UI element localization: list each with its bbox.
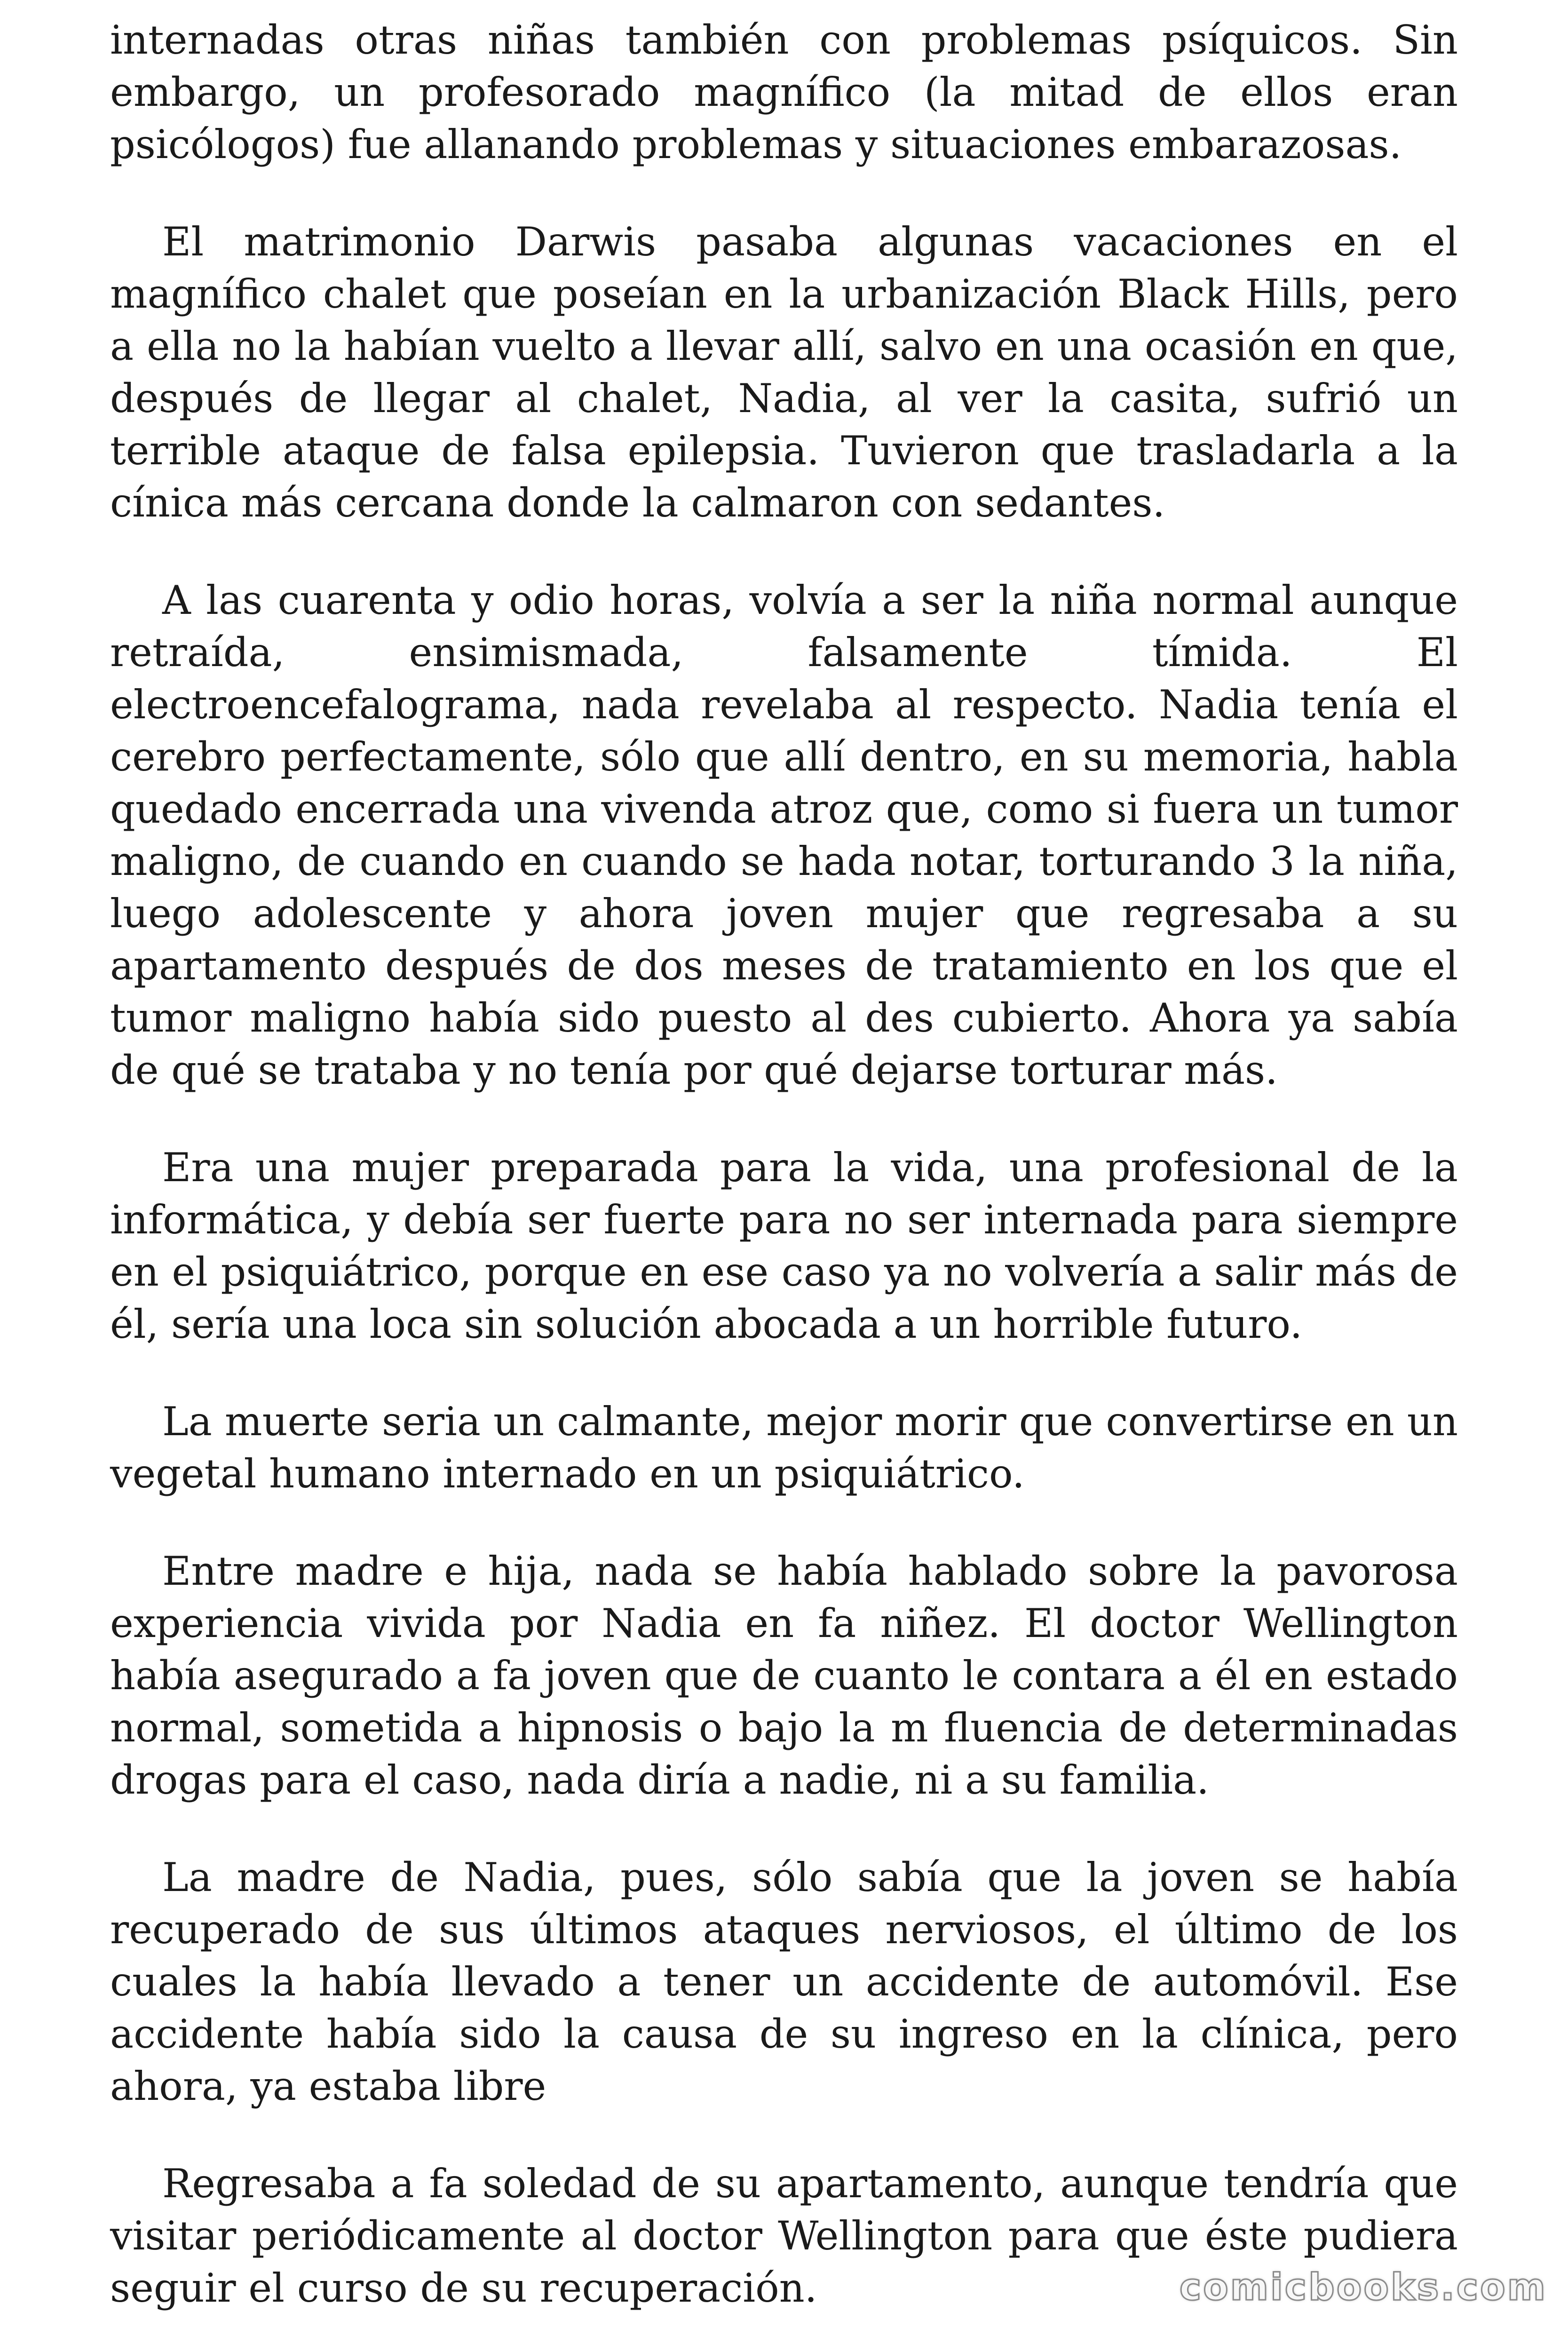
paragraph-4: Era una mujer preparada para la vida, una profesional de la informática, y debía ser fuerte para no ser internada para siempre en el psiquiátrico, porque en ese caso ya no volvería a salir más de él, sería una loca sin solución abocada a un horrible futuro. <box>110 1144 1458 1347</box>
paragraph-1: internadas otras niñas también con problemas psíquicos. Sin embargo, un profesorado magnífico (la mitad de ellos eran psicólogos) fue allanando problemas y situaciones embarazosas. <box>110 17 1458 167</box>
paragraph-3: A las cuarenta y odio horas, volvía a ser la niña normal aunque retraída, ensimismada, falsamente tímida. El electroencefalograma, nada revelaba al respecto. Nadia tenía el cerebro perfectamente, sólo que allí dentro, en su memoria, habla quedado encerrada una vivenda atroz que, como si fuera un tumor maligno, de cuando en cuando se hada notar, torturando 3 la niña, luego adolescente y ahora joven mujer que regresaba a su apartamento después de dos meses de tratamiento en los que el tumor maligno había sido puesto al des cubierto. Ahora ya sabía de qué se trataba y no tenía por qué dejarse torturar más. <box>110 577 1458 1093</box>
paragraph-8: Regresaba a fa soledad de su apartamento, aunque tendría que visitar periódicamente al doctor Wellington para que éste pudiera seguir el curso de su recuperación. <box>110 2161 1458 2311</box>
paragraph-2: El matrimonio Darwis pasaba algunas vacaciones en el magnífico chalet que poseían en la urbanización Black Hills, pero a ella no la habían vuelto a llevar allí, salvo en una ocasión en que, después de llegar al chalet, Nadia, al ver la casita, sufrió un terrible ataque de falsa epilepsia. Tuvieron que trasladarla a la cínica más cercana donde la calmaron con sedantes. <box>110 219 1458 526</box>
body-text <box>110 14 1458 2352</box>
watermark: comicbooks.com <box>1179 2266 1547 2309</box>
paragraph-7: La madre de Nadia, pues, sólo sabía que la joven se había recuperado de sus últimos ataques nerviosos, el último de los cuales la había llevado a tener un accidente de automóvil. Ese accidente había sido la causa de su ingreso en la clínica, pero ahora, ya estaba libre <box>110 1854 1458 2109</box>
paragraph-5: La muerte seria un calmante, mejor morir que convertirse en un vegetal humano internado en un psiquiátrico. <box>110 1398 1458 1497</box>
paragraph-6: Entre madre e hija, nada se había hablado sobre la pavorosa experiencia vivida por Nadia en fa niñez. El doctor Wellington había asegurado a fa joven que de cuanto le contara a él en estado normal, sometida a hipnosis o bajo la m fluencia de determinadas drogas para el caso, nada diría a nadie, ni a su familia. <box>110 1548 1458 1803</box>
